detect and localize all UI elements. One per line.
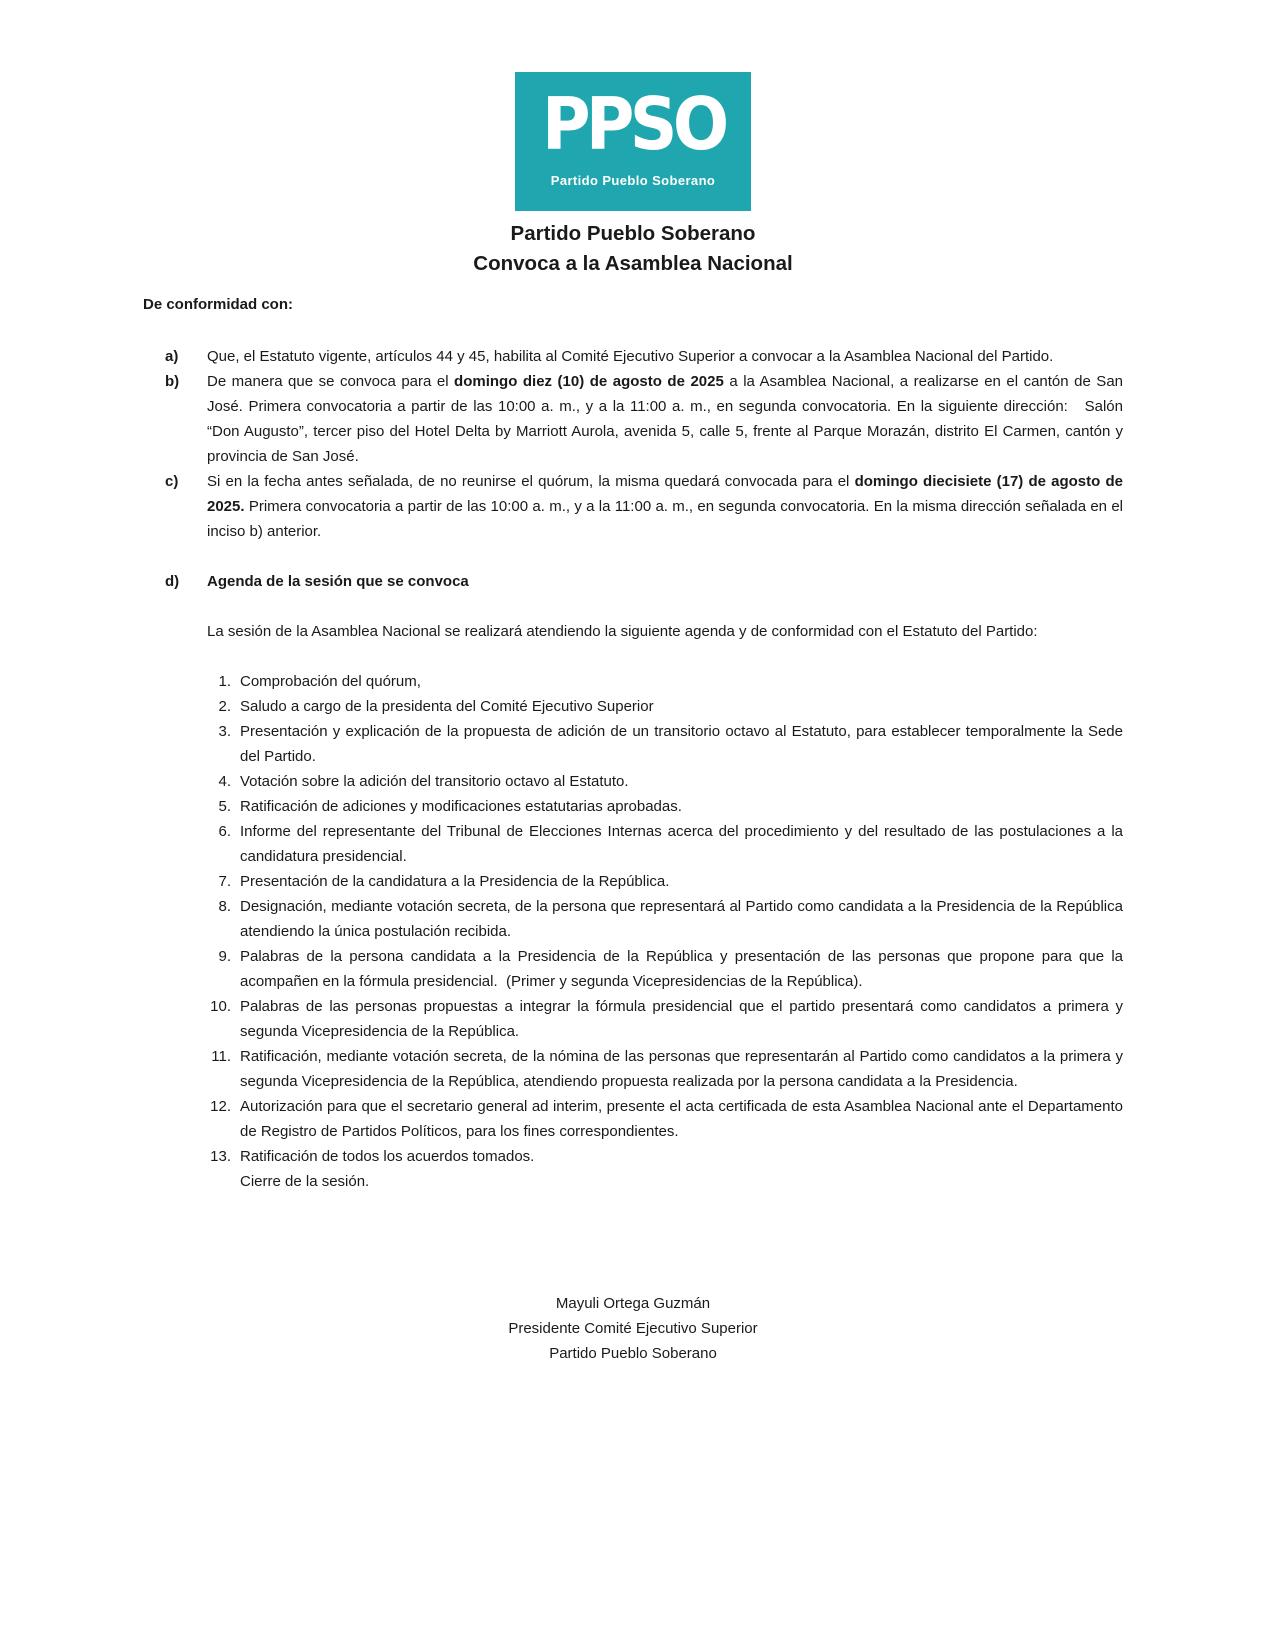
lettered-list (143, 344, 1123, 594)
logo-acronym: PPSO (541, 81, 725, 166)
agenda-item-9 (143, 944, 1123, 994)
agenda-number: 7. (218, 873, 231, 890)
ppso-logo (515, 72, 751, 211)
agenda-text: Presentación y explicación de la propuesta de adición de un transitorio octavo al Estatuto, para establecer temporalmente la Sede del Partido. (240, 723, 1123, 765)
intro-line: De conformidad con: (143, 296, 294, 313)
agenda-item-2 (143, 694, 1123, 719)
signer-role: Presidente Comité Ejecutivo Superior (508, 1320, 758, 1337)
item-label: d) (165, 573, 180, 590)
item-text: Si en la fecha antes señalada, de no reunirse el quórum, la misma quedará convocada para el domingo diecisiete (17) de agosto de 2025. Primera convocatoria a partir de las 10:00 a. m., y a la 11:00 a. m., en segunda convocatoria. En la misma dirección señalada en el inciso b) anterior. (207, 473, 1123, 540)
agenda-item-11 (143, 1044, 1123, 1094)
item-label: c) (165, 473, 179, 490)
agenda-item-6 (143, 819, 1123, 869)
agenda-number: 11. (211, 1048, 231, 1065)
agenda-text: Palabras de las personas propuestas a integrar la fórmula presidencial que el partido presentará como candidatos a primera y segunda Vicepresidencia de la República. (240, 998, 1123, 1040)
agenda-item-12 (143, 1094, 1123, 1144)
agenda-item-7 (143, 869, 1123, 894)
agenda-text: Autorización para que el secretario general ad interim, presente el acta certificada de esta Asamblea Nacional ante el Departamento de Registro de Partidos Políticos, para los fines correspondientes. (240, 1098, 1123, 1140)
agenda-number: 6. (218, 823, 231, 840)
agenda-text: Palabras de la persona candidata a la Presidencia de la República y presentación de las personas que propone para que la acompañen en la fórmula presidencial. (Primer y segunda Vicepresidencias de la República). (240, 948, 1123, 990)
agenda-number: 8. (218, 898, 231, 915)
agenda-number: 4. (218, 773, 231, 790)
agenda-text: Cierre de la sesión. (240, 1173, 370, 1190)
lettered-item-b (143, 369, 1123, 469)
agenda-number: 13. (210, 1148, 231, 1165)
agenda-number: 1. (218, 673, 231, 690)
signer-org: Partido Pueblo Soberano (549, 1345, 717, 1362)
item-text: De manera que se convoca para el domingo diez (10) de agosto de 2025 a la Asamblea Nacional, a realizarse en el cantón de San José. Primera convocatoria a partir de las 10:00 a. m., y a la 11:00 a. m., en segunda convocatoria. En la siguiente dirección: Salón “Don Augusto”, tercer piso del Hotel Delta by Marriott Aurola, avenida 5, calle 5, frente al Parque Morazán, distrito El Carmen, cantón y provincia de San José. (207, 373, 1123, 465)
document-title (143, 219, 1123, 279)
agenda-item-5 (143, 794, 1123, 819)
agenda-text: Ratificación, mediante votación secreta, de la nómina de las personas que representarán al Partido como candidatos a la primera y segunda Vicepresidencia de la República, atendiendo propuesta realizada por la persona candidata a la Presidencia. (240, 1048, 1123, 1090)
agenda-text: Votación sobre la adición del transitorio octavo al Estatuto. (240, 773, 629, 790)
agenda-number: 2. (218, 698, 231, 715)
lettered-item-d (143, 569, 1123, 594)
item-label: a) (165, 348, 179, 365)
agenda-text: Saludo a cargo de la presidenta del Comité Ejecutivo Superior (240, 698, 654, 715)
agenda-text: Ratificación de adiciones y modificaciones estatutarias aprobadas. (240, 798, 682, 815)
title-line-2: Convoca a la Asamblea Nacional (473, 252, 793, 275)
agenda-number: 9. (218, 948, 231, 965)
signature-block (143, 1291, 1123, 1366)
agenda-item-1 (143, 669, 1123, 694)
item-text: Que, el Estatuto vigente, artículos 44 y 45, habilita al Comité Ejecutivo Superior a convocar a la Asamblea Nacional del Partido. (207, 348, 1054, 365)
agenda-text: Presentación de la candidatura a la Presidencia de la República. (240, 873, 670, 890)
agenda-item-3 (143, 719, 1123, 769)
agenda-intro: La sesión de la Asamblea Nacional se realizará atendiendo la siguiente agenda y de conformidad con el Estatuto del Partido: (207, 623, 1038, 640)
signer-name: Mayuli Ortega Guzmán (555, 1295, 711, 1312)
agenda-item-closing (143, 1169, 1123, 1194)
agenda-item-8 (143, 894, 1123, 944)
title-line-1: Partido Pueblo Soberano (510, 222, 756, 245)
agenda-list (143, 669, 1123, 1194)
lettered-item-c (143, 469, 1123, 544)
agenda-number: 3. (218, 723, 231, 740)
agenda-item-13 (143, 1144, 1123, 1169)
item-label: b) (165, 373, 180, 390)
agenda-text: Ratificación de todos los acuerdos tomados. (240, 1148, 535, 1165)
agenda-number: 12. (210, 1098, 231, 1115)
agenda-item-10 (143, 994, 1123, 1044)
agenda-item-4 (143, 769, 1123, 794)
agenda-number: 10. (210, 998, 231, 1015)
agenda-text: Informe del representante del Tribunal de Elecciones Internas acerca del procedimiento y del resultado de las postulaciones a la candidatura presidencial. (240, 823, 1123, 865)
item-text: Agenda de la sesión que se convoca (207, 573, 469, 590)
agenda-text: Comprobación del quórum, (240, 673, 421, 690)
logo-caption: Partido Pueblo Soberano (550, 173, 716, 189)
agenda-text: Designación, mediante votación secreta, de la persona que representará al Partido como candidata a la Presidencia de la República atendiendo la única postulación recibida. (240, 898, 1123, 940)
agenda-number: 5. (218, 798, 231, 815)
lettered-item-a (143, 344, 1123, 369)
